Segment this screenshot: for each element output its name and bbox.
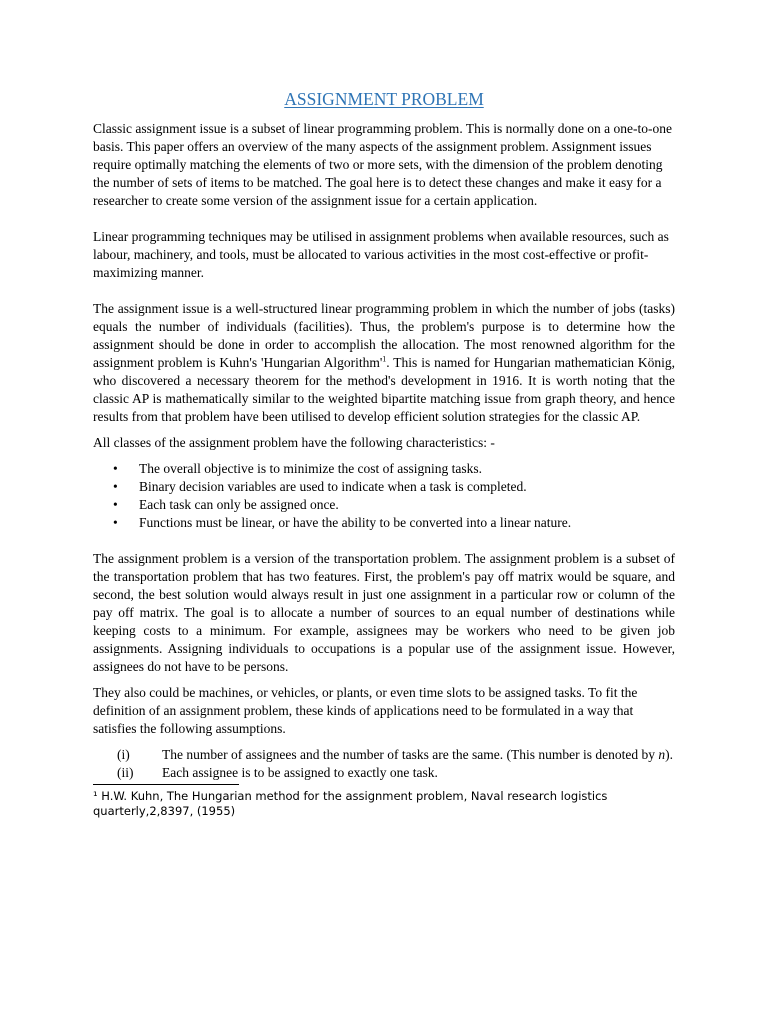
assumptions-list	[93, 746, 675, 782]
bullet-icon: •	[113, 479, 118, 494]
paragraph-intro: Classic assignment issue is a subset of linear programming problem. This is normally done on a one-to-one basis. This paper offers an overview of the many aspects of the assignment problem. Assignment issues require optimally matching the elements of two or more sets, with the dimension of the problem denoting the number of sets of items to be matched. The goal here is to detect these changes and make it easy for a researcher to create some version of the assignment issue for a certain application.	[93, 121, 673, 208]
list-item	[93, 496, 675, 514]
bullet-icon: •	[113, 461, 118, 476]
list-item-text: Each task can only be assigned once.	[139, 497, 339, 512]
paragraph-assumptions-intro: They also could be machines, or vehicles, or plants, or even time slots to be assigned tasks. To fit the definition of an assignment problem, these kinds of applications need to be formulated in a way that satisfies the following assumptions.	[93, 685, 638, 736]
list-item-text: The overall objective is to minimize the cost of assigning tasks.	[139, 461, 483, 476]
footnote: ¹ H.W. Kuhn, The Hungarian method for the assignment problem, Naval research logistics quarterly,2,8397, (1955)	[93, 789, 608, 818]
paragraph-characteristics: All classes of the assignment problem have the following characteristics: -	[93, 435, 495, 450]
list-item	[93, 460, 675, 478]
list-item	[93, 478, 675, 496]
bullet-icon: •	[113, 515, 118, 530]
list-item-text: ).	[665, 747, 673, 762]
list-item-text: Each assignee is to be assigned to exactly one task.	[162, 765, 438, 780]
list-item-number: (i)	[117, 747, 130, 762]
characteristics-list	[93, 460, 675, 532]
document-page	[93, 88, 675, 819]
paragraph-text: The assignment issue is a well-structured linear programming problem in which the number of jobs (tasks) equals the number of individuals (facilities). Thus, the problem's purpose is to determine how the assignment should be done in order to accomplish the allocation. The most renowned algorithm for the assignment problem is Kuhn's 'Hungarian Algorithm'	[93, 301, 675, 370]
list-item	[93, 746, 675, 764]
paragraph-transportation: The assignment problem is a version of the transportation problem. The assignment problem is a subset of the transportation problem that has two features. First, the problem's pay off matrix would be square, and second, the best solution would always result in just one assignment in a particular row or column of the pay off matrix. The goal is to allocate a number of sources to an equal number of destinations while keeping costs to a minimum. For example, assignees may be workers who need to be given job assignments. Assigning individuals to occupations is a popular use of the assignment issue. However, assignees do not have to be persons.	[93, 551, 675, 674]
footnote-separator	[93, 784, 239, 785]
list-item	[93, 514, 675, 532]
math-variable: n	[658, 747, 666, 762]
list-item-text: Functions must be linear, or have the ability to be converted into a linear nature.	[139, 515, 572, 530]
document-title: ASSIGNMENT PROBLEM	[284, 89, 484, 109]
footnote-reference[interactable]: 1	[382, 354, 387, 364]
paragraph-linear-programming: Linear programming techniques may be utilised in assignment problems when available resources, such as labour, machinery, and tools, must be allocated to various activities in the most cost-effective or profit-maximizing manner.	[93, 229, 669, 280]
paragraph-hungarian-algorithm	[93, 300, 675, 426]
list-item-text: Binary decision variables are used to indicate when a task is completed.	[139, 479, 527, 494]
list-item-text: The number of assignees and the number of tasks are the same. (This number is denoted by	[162, 747, 659, 762]
list-item	[93, 764, 675, 782]
list-item-number: (ii)	[117, 765, 134, 780]
bullet-icon: •	[113, 497, 118, 512]
paragraph-text: . This is named for Hungarian mathematician König, who discovered a necessary theorem for the method's development in 1916. It is worth noting that the classic AP is mathematically similar to the weighted bipartite matching issue from graph theory, and hence results from that problem have been utilised to develop efficient solution strategies for the classic AP.	[93, 355, 675, 424]
